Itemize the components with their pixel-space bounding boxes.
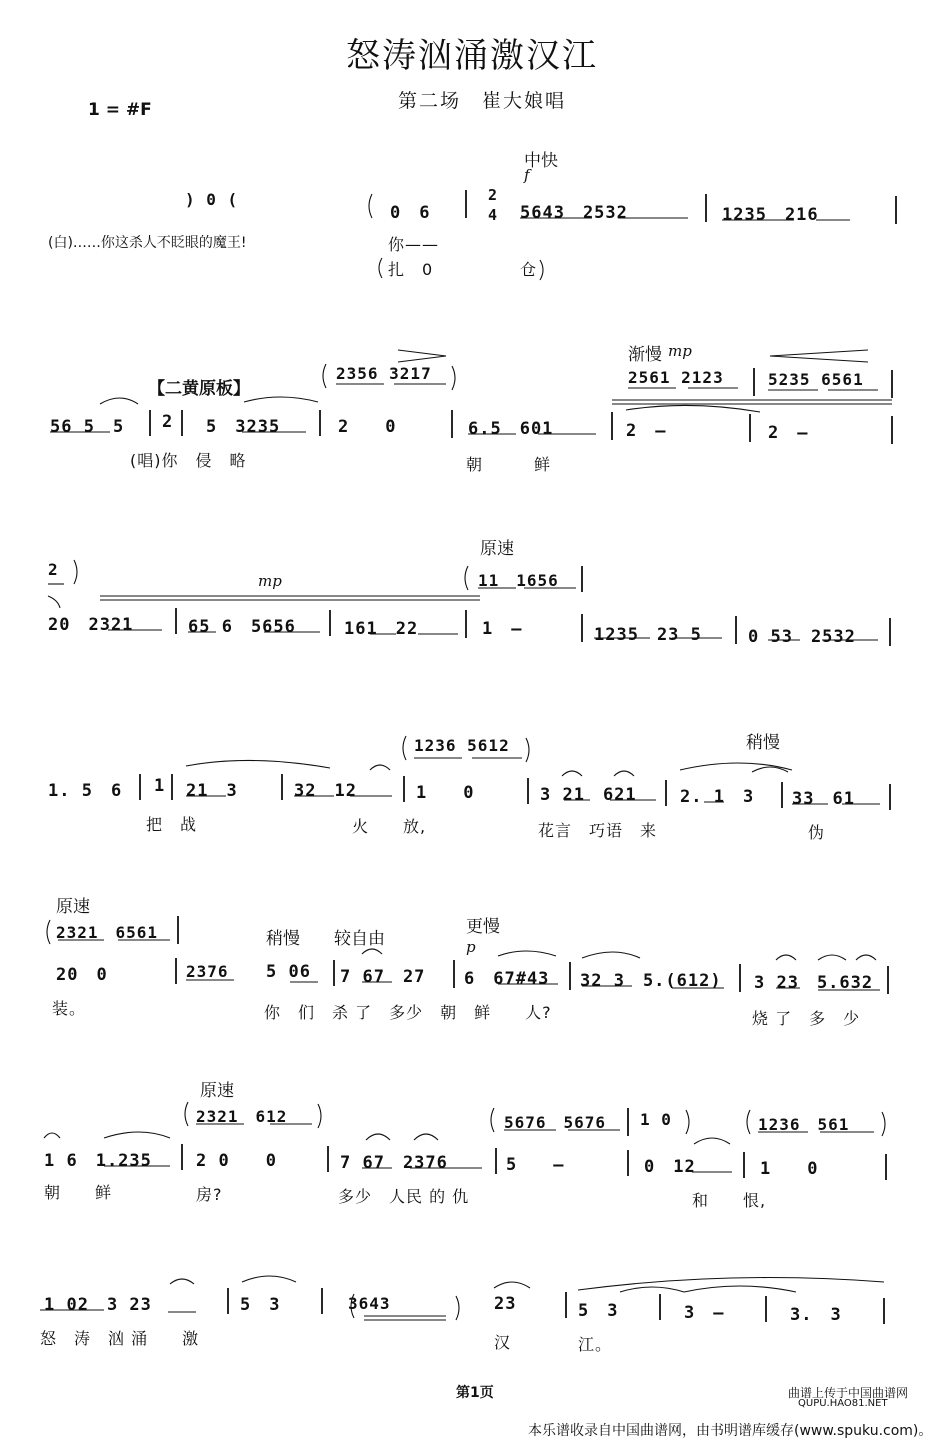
upper-notes-6-2: 5676 5676	[504, 1113, 607, 1132]
notes-5-2: 2376	[186, 962, 229, 981]
notes-4-1: 1. 5 6	[48, 781, 123, 801]
dynamic-marking-5: p	[466, 938, 476, 956]
notes-4-8: 33 61	[792, 789, 855, 809]
notes-4-5: 1 0	[416, 783, 475, 803]
notes-3-6: 0 53 2532	[748, 627, 856, 647]
notes-6-6: 1 0	[760, 1159, 819, 1179]
footer-credit-2: QUPU.HAO81.NET	[798, 1398, 888, 1409]
notes-4-4: 32 12	[294, 781, 357, 801]
intro-notes-1: 0 6	[390, 203, 431, 223]
notes-2-3: 5 3235	[206, 417, 281, 437]
footer-credit-1: 曲谱上传于中国曲谱网	[788, 1386, 909, 1400]
notes-7-3: 23	[494, 1294, 517, 1314]
time-signature-top: 2	[488, 186, 499, 204]
notes-2-1: 56 5 5	[50, 417, 125, 437]
upper-notes-6-1: 2321 612	[196, 1107, 288, 1126]
lyric-6-4: 和 恨,	[692, 1191, 767, 1210]
tempo-marking-5-1: 原速	[56, 897, 90, 917]
lyric-2-2: 朝 鲜	[466, 455, 552, 474]
notes-7-2: 5 3	[240, 1295, 281, 1315]
dynamic-marking: f	[524, 166, 530, 184]
lyric-5-3: 烧 了 多 少	[752, 1009, 861, 1028]
intro-lyric: 你——	[388, 235, 440, 254]
page-number: 第1页	[456, 1385, 494, 1401]
tempo-marking-4: 稍慢	[746, 733, 780, 753]
notes-5-5: 6 67#43	[464, 969, 550, 989]
notes-6-1: 1 6 1.235	[44, 1151, 152, 1171]
lyric-4-4: 伪	[808, 823, 826, 842]
percussion-1: 扎 0	[388, 260, 434, 279]
notes-2-5: 6.5 601	[468, 419, 554, 439]
lyric-5-1: 装。	[52, 999, 87, 1018]
time-signature-bottom: 4	[488, 206, 499, 224]
notes-5-1: 20 0	[56, 965, 108, 985]
tempo-marking-5-2: 稍慢	[266, 929, 300, 949]
upper-notes-4-1: 1236 5612	[414, 736, 510, 755]
notes-6-3: 7 67 2376	[340, 1153, 448, 1173]
upper-notes-2-1: 2356 3217	[336, 364, 432, 383]
lyric-7-2: 汉	[494, 1333, 512, 1352]
notes-5-4: 7 67 27	[340, 967, 426, 987]
lyric-7-3: 江。	[578, 1335, 613, 1354]
notes-2-2: 2	[162, 412, 174, 432]
tempo-marking-3: 原速	[480, 539, 514, 559]
song-title: 怒涛汹涌激汉江	[346, 36, 598, 76]
tempo-marking: 中快	[524, 151, 558, 171]
section-banner: 【二黄原板】	[148, 379, 250, 399]
tempo-marking-2: 渐慢	[628, 345, 662, 365]
notes-3-5: 1235 23 5	[594, 625, 702, 645]
notes-3-1: 20 2321	[48, 615, 134, 635]
lyric-4-3: 花言 巧语 来	[538, 821, 658, 840]
percussion-2: 仓	[520, 260, 538, 279]
upper-notes-2-3: 5235 6561	[768, 370, 864, 389]
notes-5-7: 3 23 5.632	[754, 973, 874, 993]
notes-6-5: 0 12	[644, 1157, 696, 1177]
key-signature: 1 = #F	[88, 100, 152, 120]
notes-3-4: 1 –	[482, 619, 523, 639]
lyric-4-1: 把 战	[146, 815, 198, 834]
lyric-4-2: 火 放,	[352, 817, 427, 836]
lyric-6-2: 房?	[196, 1185, 223, 1204]
lyric-5-2: 你 们 杀 了 多少 朝 鲜 人?	[264, 1003, 552, 1022]
lyric-2-1: (唱)你 侵 略	[130, 451, 247, 470]
notes-3-2: 65 6 5656	[188, 617, 296, 637]
upper-notes-3-2: 11 1656	[478, 571, 559, 590]
spoken-line: (白)……你这杀人不眨眼的魔王!	[48, 235, 247, 251]
notes-7-6: 3. 3	[790, 1305, 842, 1325]
notes-7-5: 3 –	[684, 1303, 725, 1323]
dynamic-marking-3: mp	[258, 572, 282, 590]
upper-notes-6-3: 1 0	[640, 1110, 672, 1129]
notes-4-3: 21 3	[186, 781, 238, 801]
footer-credit-3: 本乐谱收录自中国曲谱网，由书明谱库缓存(www.spuku.com)。	[528, 1423, 933, 1439]
intro-notes-2: 5643 2532	[520, 203, 628, 223]
song-subtitle: 第二场 崔大娘唱	[398, 90, 567, 112]
notes-6-2: 2 0 0	[196, 1151, 277, 1171]
lyric-7-1: 怒 涛 汹 涌 激	[40, 1329, 200, 1348]
tempo-marking-5-3: 较自由	[334, 929, 385, 949]
bracket-left	[369, 194, 372, 218]
upper-notes-6-4: 1236 561	[758, 1115, 850, 1134]
upper-notes-3-1: 2	[48, 560, 59, 579]
tempo-marking-5-4: 更慢	[466, 917, 500, 937]
notes-2-4: 2 0	[338, 417, 397, 437]
notes-7-1: 1 02 3 23	[44, 1295, 152, 1315]
notes-4-6: 3 21 621	[540, 785, 637, 805]
notes-5-6: 32 3 5.(612)	[580, 971, 722, 991]
upper-notes-7-1: 3643	[348, 1294, 391, 1313]
notes-3-3: 161 22	[344, 619, 419, 639]
lyric-6-1: 朝 鲜	[44, 1183, 113, 1202]
rest-marker: ) 0 (	[185, 190, 239, 209]
upper-notes-5-1: 2321 6561	[56, 923, 159, 942]
lyric-6-3: 多少 人民 的 仇	[338, 1187, 470, 1206]
dynamic-marking-2: mp	[668, 342, 692, 360]
notes-7-4: 5 3	[578, 1301, 619, 1321]
tempo-marking-6: 原速	[200, 1081, 234, 1101]
notes-6-4: 5 –	[506, 1155, 565, 1175]
notes-4-2: 1	[154, 776, 166, 796]
intro-notes-3: 1235 216	[722, 205, 819, 225]
notes-2-6: 2 –	[626, 421, 667, 441]
notes-2-7: 2 –	[768, 423, 809, 443]
notes-4-7: 2. 1 3	[680, 787, 755, 807]
upper-notes-2-2: 2561 2123	[628, 368, 724, 387]
notes-5-3: 5 06	[266, 962, 311, 982]
